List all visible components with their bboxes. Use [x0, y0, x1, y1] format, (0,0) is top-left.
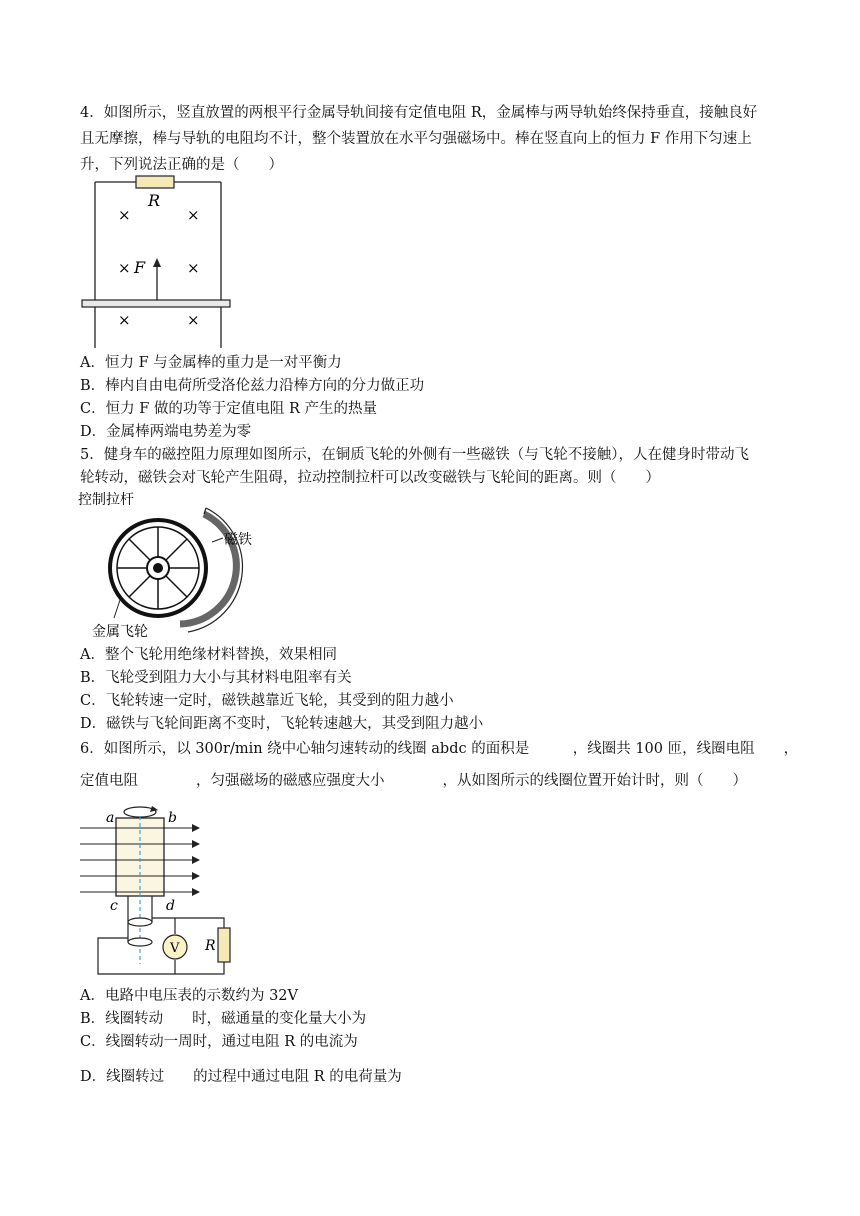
slip-ring-lower: [128, 938, 152, 946]
q5-stem-line-1: 5．健身车的磁控阻力原理如图所示，在铜质飞轮的外侧有一些磁铁（与飞轮不接触），人在健身时带动飞: [80, 447, 749, 463]
resistor: [136, 176, 174, 188]
lever-label: 控制拉杆: [78, 492, 134, 508]
resistor: [218, 928, 230, 962]
resistor-label: R: [148, 191, 161, 210]
q4-stem-line-2: 且无摩擦，棒与导轨的电阻均不计，整个装置放在水平匀强磁场中。棒在竖直向上的恒力 F 作用下匀速上: [80, 131, 752, 147]
field-mark: ×: [187, 259, 200, 277]
q6-stem-line-1: 6．如图所示，以 300r/min 绕中心轴匀速转动的线圈 abdc 的面积是 ，线圈共 100 匝，线圈电阻 ，: [80, 741, 799, 757]
q5-stem-line-2: 轮转动，磁铁会对飞轮产生阻碍，拉动控制拉杆可以改变磁铁与飞轮间的距离。则（ ）: [80, 470, 660, 486]
coil: [116, 818, 164, 896]
field-mark: ×: [118, 206, 131, 224]
force-label: F: [134, 258, 146, 277]
metal-rod: [82, 300, 230, 307]
magnet-label: 磁铁: [224, 532, 252, 548]
q4-option-a: A．恒力 F 与金属棒的重力是一对平衡力: [80, 355, 342, 371]
label-b: b: [168, 810, 177, 826]
q6-stem-line-2: 定值电阻 ，匀强磁场的磁感应强度大小 ，从如图所示的线圈位置开始计时，则（ ）: [80, 773, 747, 789]
q5-option-a: A．整个飞轮用绝缘材料替换，效果相同: [80, 647, 337, 663]
q6-option-b: B．线圈转动 时，磁通量的变化量大小为: [80, 1011, 367, 1027]
q4-stem-line-1: 4．如图所示，竖直放置的两根平行金属导轨间接有定值电阻 R，金属棒与两导轨始终保持垂直，接触良好: [80, 105, 758, 121]
q4-option-c: C．恒力 F 做的功等于定值电阻 R 产生的热量: [80, 401, 378, 417]
field-mark: ×: [118, 259, 131, 277]
q6-coil-figure: [78, 802, 248, 978]
q4-option-b: B．棒内自由电荷所受洛伦兹力沿棒方向的分力做正功: [80, 378, 425, 394]
resistor-label: R: [205, 938, 216, 954]
wheel-label: 金属飞轮: [92, 624, 148, 640]
q4-rail-figure: [78, 172, 238, 350]
q6-option-c: C．线圈转动一周时，通过电阻 R 的电流为: [80, 1034, 358, 1050]
label-a: a: [106, 810, 115, 826]
q6-option-a: A．电路中电压表的示数约为 32V: [80, 988, 299, 1004]
q5-option-c: C．飞轮转速一定时，磁铁越靠近飞轮，其受到的阻力越小: [80, 693, 454, 709]
voltmeter-label: V: [170, 941, 180, 956]
q5-option-b: B．飞轮受到阻力大小与其材料电阻率有关: [80, 670, 352, 686]
label-d: d: [166, 898, 175, 914]
field-mark: ×: [187, 311, 200, 329]
q5-flywheel-figure: [78, 488, 278, 643]
q5-option-d: D．磁铁与飞轮间距离不变时，飞轮转速越大，其受到阻力越小: [80, 716, 484, 732]
label-c: c: [110, 898, 118, 914]
field-mark: ×: [118, 311, 131, 329]
q6-option-d: D．线圈转过 的过程中通过电阻 R 的电荷量为: [80, 1069, 402, 1085]
slip-ring-upper: [128, 918, 152, 926]
field-mark: ×: [187, 206, 200, 224]
q4-stem-line-3: 升，下列说法正确的是（ ）: [80, 157, 283, 173]
q4-option-d: D．金属棒两端电势差为零: [80, 424, 252, 440]
